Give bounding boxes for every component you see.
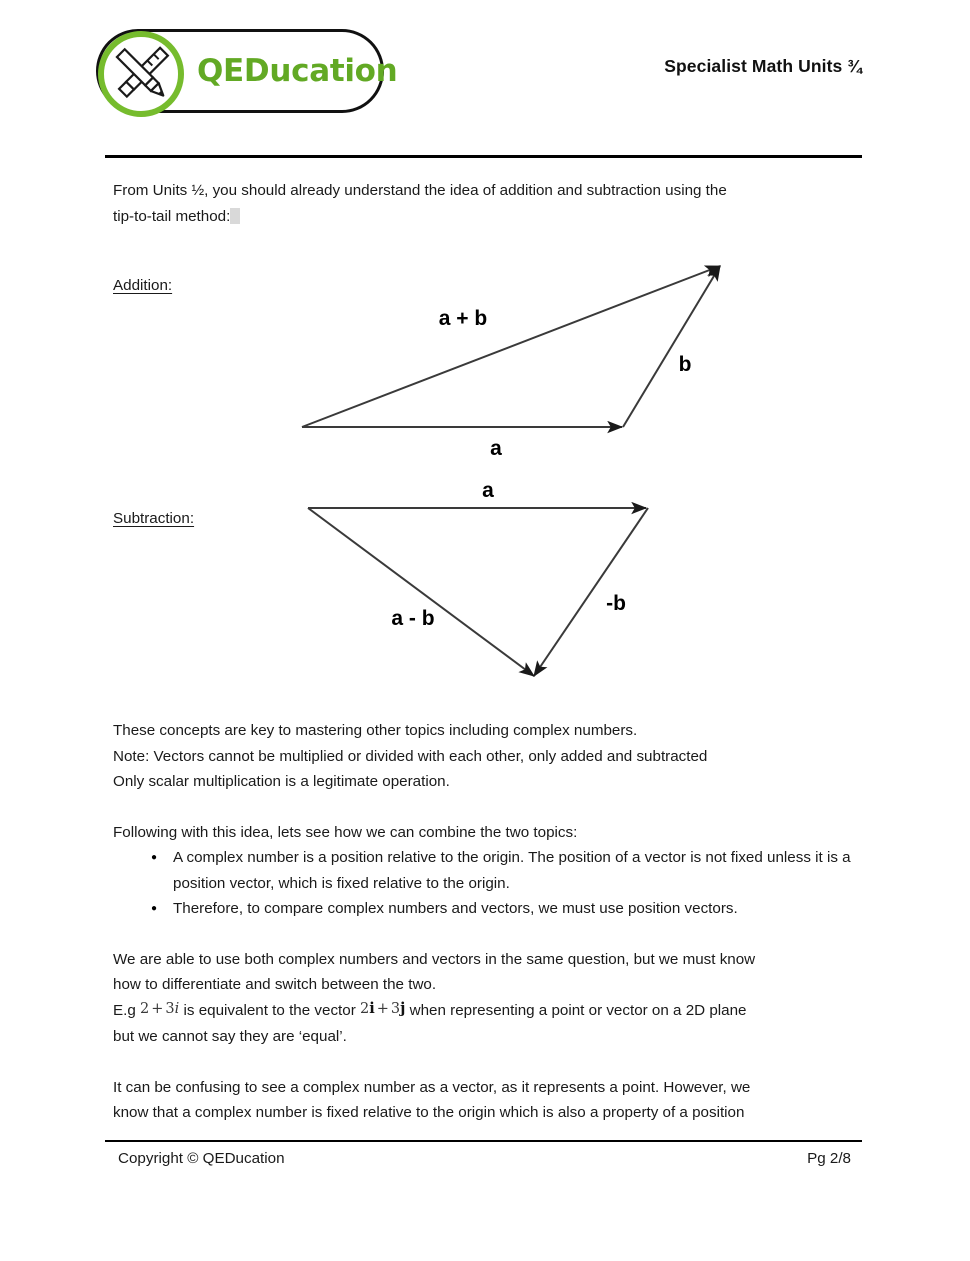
- closing-line-1: It can be confusing to see a complex number as a vector, as it represents a point. However, we: [113, 1078, 751, 1096]
- vector-subtraction-diagram: [280, 470, 700, 700]
- subtraction-label-negative-b: -b: [606, 592, 626, 615]
- list-item: ● Therefore, to compare complex numbers and vectors, we must use position vectors.: [173, 896, 865, 922]
- header-divider: [105, 155, 862, 158]
- page-number: Pg 2/8: [807, 1150, 851, 1167]
- intro-block: [113, 178, 865, 229]
- addition-label-a: a: [490, 437, 502, 460]
- paragraph-spacer: [113, 922, 865, 947]
- vector-addition-diagram: [280, 248, 750, 468]
- comparison-line-3: but we cannot say they are ‘equal’.: [113, 1028, 347, 1045]
- qeducation-logo: [96, 29, 398, 113]
- page-title: Specialist Math Units ¾: [664, 56, 862, 76]
- copyright-text: Copyright © QEDucation: [118, 1150, 285, 1167]
- comparison-line-1: We are able to use both complex numbers and vectors in the same question, but we must know: [113, 950, 756, 968]
- combine-bullet-list: [113, 845, 865, 922]
- addition-section-label: Addition:: [113, 277, 173, 294]
- example-middle: is equivalent to the vector: [183, 1001, 356, 1019]
- page-header: [0, 0, 970, 140]
- addition-label-resultant: a + b: [438, 307, 488, 330]
- example-suffix: when representing a point or vector on a 2D plane: [409, 1001, 747, 1019]
- notes-line-3: Only scalar multiplication is a legitimate operation.: [113, 773, 450, 790]
- closing-line-2: know that a complex number is fixed relative to the origin which is also a property of a position: [113, 1104, 745, 1121]
- notes-line-1: These concepts are key to mastering other topics including complex numbers.: [113, 722, 638, 739]
- vector-expression: 2i + 3j: [360, 1000, 406, 1017]
- example-prefix: E.g: [113, 1001, 136, 1019]
- body-content: [113, 718, 865, 1126]
- footer-divider: [105, 1140, 862, 1142]
- subtraction-label-resultant: a - b: [391, 607, 435, 630]
- comparison-line-2: how to differentiate and switch between the two.: [113, 976, 437, 993]
- intro-line-2: tip-to-tail method:: [113, 207, 231, 225]
- complex-number-expression: 2 + 3i: [140, 1001, 180, 1017]
- ruler-pencil-icon: [96, 29, 186, 119]
- logo-wordmark: QEDucation: [197, 53, 398, 89]
- text-highlight-marker: [230, 208, 240, 224]
- intro-line-2-wrapper: [113, 204, 865, 230]
- paragraph-spacer: [113, 795, 865, 820]
- paragraph-spacer: [113, 1050, 865, 1075]
- page-footer: [118, 1150, 851, 1167]
- subtraction-label-a: a: [482, 479, 494, 502]
- comparison-example-line: [113, 998, 865, 1025]
- list-item: ● A complex number is a position relative to the origin. The position of a vector is not fixed unless it is a position vector, which is fixed relative to the origin.: [173, 845, 865, 896]
- addition-label-b: b: [678, 353, 692, 376]
- notes-line-2: Note: Vectors cannot be multiplied or divided with each other, only added and subtracted: [113, 747, 708, 765]
- intro-line-1: From Units ½, you should already understand the idea of addition and subtraction using the: [113, 182, 727, 199]
- combine-intro: Following with this idea, lets see how we can combine the two topics:: [113, 823, 578, 841]
- subtraction-section-label: Subtraction:: [113, 510, 195, 527]
